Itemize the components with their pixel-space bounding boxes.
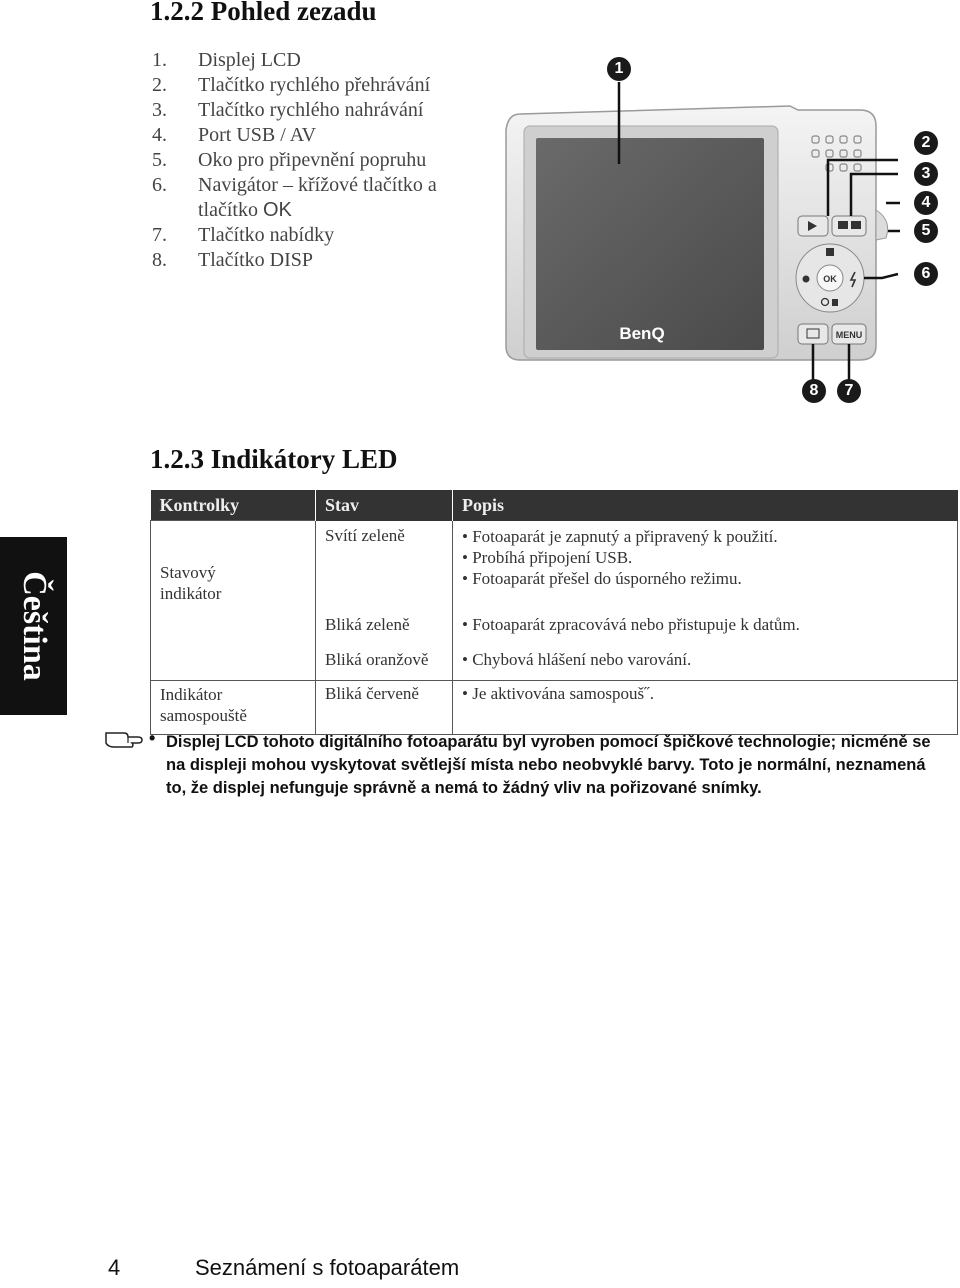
- ok-label: OK: [262, 199, 292, 221]
- page-number: 4: [108, 1255, 121, 1280]
- callout-8: 8: [802, 379, 826, 403]
- camera-body-drawing: [500, 50, 950, 410]
- list-item: 7. Tlačítko nabídky: [152, 224, 335, 246]
- column-header: Stav: [316, 490, 453, 521]
- indicator-name: Stavový indikátor: [151, 521, 316, 681]
- column-header: Popis: [453, 490, 958, 521]
- description-cell: • Fotoaparát zpracovává nebo přistupuje k datům.: [453, 610, 958, 645]
- menu-button-label: MENU: [835, 330, 863, 340]
- state-cell: Bliká oranžově: [316, 645, 453, 681]
- section-heading-rear-view: 1.2.2 Pohled zezadu: [150, 0, 377, 26]
- callout-2: 2: [914, 131, 938, 155]
- list-item: 8. Tlačítko DISP: [152, 249, 313, 271]
- table-row: [151, 521, 958, 610]
- language-label: Čeština: [15, 571, 53, 681]
- state-cell: Svítí zeleně: [316, 521, 453, 610]
- note-bullet: •: [149, 728, 156, 748]
- note-text: Displej LCD tohoto digitálního fotoaparátu byl vyroben pomocí špičkové technologie; nicméně se na displeji mohou vyskytovat světlejší místa nebo neobvyklé barvy. Toto je normální, neznamená to, že displej nefunguje správně a nemá to žádný vliv na pořizované snímky.: [166, 733, 931, 797]
- delete-icon: [832, 299, 838, 306]
- brand-logo: BenQ: [619, 324, 665, 343]
- description-cell: • Chybová hlášení nebo varování.: [453, 645, 958, 681]
- state-cell: Bliká červeně: [316, 680, 453, 734]
- indicator-name: Indikátor samospouště: [151, 680, 316, 734]
- callout-3: 3: [914, 162, 938, 186]
- list-item: 2. Tlačítko rychlého přehrávání: [152, 74, 431, 96]
- parts-list: [152, 48, 502, 273]
- camera-rear-illustration: [500, 50, 950, 410]
- section-heading-led: 1.2.3 Indikátory LED: [150, 444, 398, 474]
- column-header: Kontrolky: [151, 490, 316, 521]
- note-hand-icon: [104, 729, 144, 756]
- led-indicator-table: [150, 490, 958, 735]
- callout-7: 7: [837, 379, 861, 403]
- description-cell: • Fotoaparát je zapnutý a připravený k použití. • Probíhá připojení USB. • Fotoaparát přešel do úsporného režimu.: [453, 521, 958, 610]
- list-item: 4. Port USB / AV: [152, 124, 317, 146]
- callout-1: 1: [607, 57, 631, 81]
- state-cell: Bliká zeleně: [316, 610, 453, 645]
- language-side-tab: [0, 537, 67, 715]
- list-item: 1. Displej LCD: [152, 49, 301, 71]
- callout-6: 6: [914, 262, 938, 286]
- description-cell: • Je aktivována samospouš˝.: [453, 680, 958, 734]
- camera-icon: [838, 221, 848, 229]
- macro-icon: [803, 276, 810, 283]
- disp-button: [798, 324, 828, 344]
- table-row: [151, 680, 958, 734]
- table-header-row: [151, 490, 958, 521]
- callout-4: 4: [914, 191, 938, 215]
- list-item: 3. Tlačítko rychlého nahrávání: [152, 99, 424, 121]
- callout-5: 5: [914, 219, 938, 243]
- video-icon: [851, 221, 861, 229]
- footer-title: Seznámení s fotoaparátem: [195, 1255, 460, 1280]
- exposure-icon: [826, 248, 834, 256]
- ok-button-label: OK: [823, 274, 837, 284]
- list-item: 5. Oko pro připevnění popruhu: [152, 149, 427, 171]
- list-item: 6. Navigátor – křížové tlačítko a tlačítko OK: [152, 174, 437, 221]
